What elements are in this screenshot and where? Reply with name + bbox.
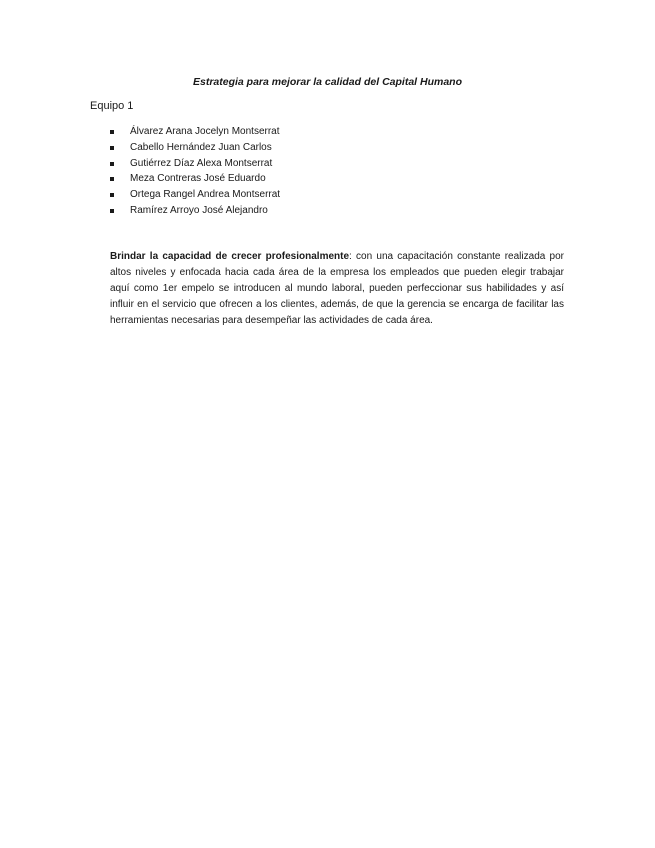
team-label: Equipo 1 <box>90 100 134 112</box>
paragraph-lead: Brindar la capacidad de crecer profesionalmente <box>110 251 350 262</box>
bullet-icon <box>110 209 114 213</box>
bullet-icon <box>110 146 114 150</box>
member-name: Álvarez Arana Jocelyn Montserrat <box>130 126 280 137</box>
paragraph-body: : con una capacitación constante realizada por altos niveles y enfocada hacia cada área de la empresa los empleados que pueden elegir trabajar aquí como 1er empelo se introducen al mundo laboral, pueden perfeccionar sus habilidades y así influir en el servicio que ofrecen a los clientes, además, de que la gerencia se encarga de facilitar las herramientas necesarias para desempeñar las actividades de cada área. <box>110 251 564 326</box>
strategy-paragraph <box>110 249 564 329</box>
member-name: Ortega Rangel Andrea Montserrat <box>130 189 281 201</box>
bullet-icon <box>110 130 114 134</box>
document-title: Estrategia para mejorar la calidad del Capital Humano <box>192 76 462 88</box>
member-name: Meza Contreras José Eduardo <box>130 173 266 185</box>
bullet-icon <box>110 193 114 197</box>
bullet-icon <box>110 162 114 166</box>
member-name: Gutiérrez Díaz Alexa Montserrat <box>130 157 273 169</box>
bullet-icon <box>110 177 114 181</box>
member-name: Cabello Hernández Juan Carlos <box>130 141 272 153</box>
member-name: Ramírez Arroyo José Alejandro <box>130 204 268 216</box>
